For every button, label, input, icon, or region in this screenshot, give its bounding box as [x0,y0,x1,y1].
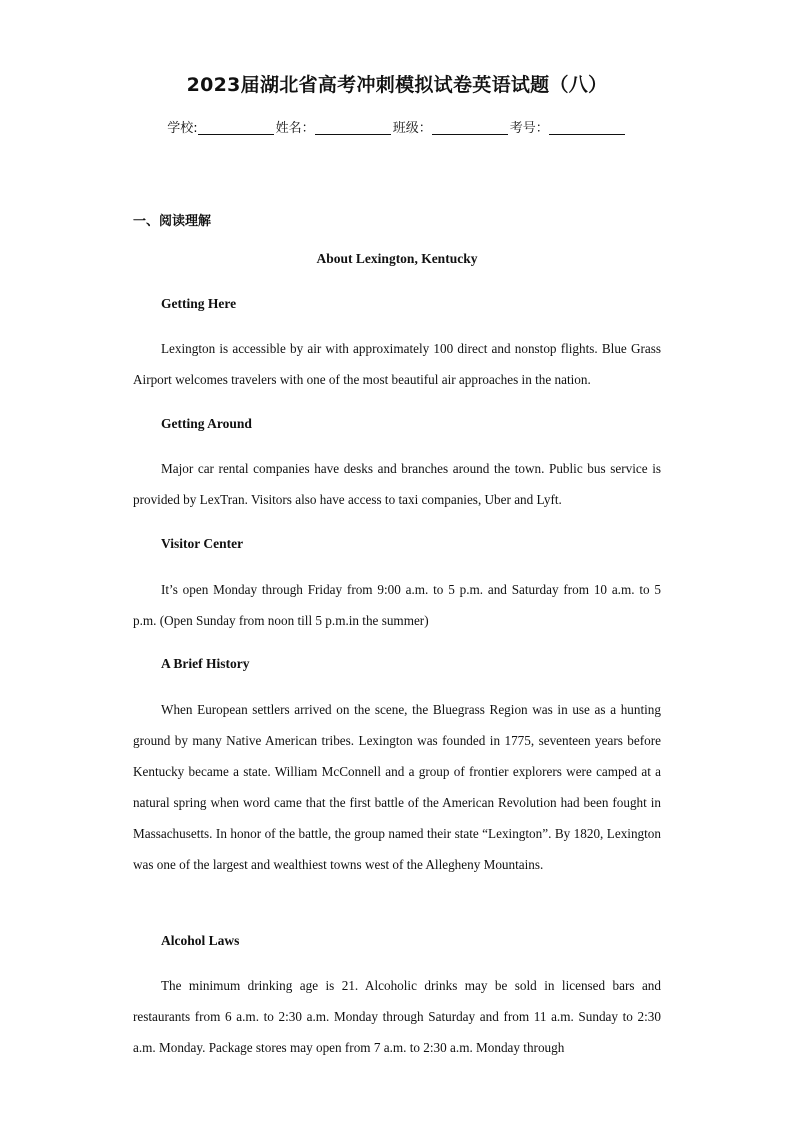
class-blank[interactable] [432,120,508,135]
class-label: 班级： [392,121,432,136]
paragraph-visitor-center: It’s open Monday through Friday from 9:00 a.m. to 5 p.m. and Saturday from 10 a.m. to 5 p.m. (Open Sunday from noon till 5 p.m.in the summer) [133,582,661,628]
paragraph-alcohol-laws: The minimum drinking age is 21. Alcoholic drinks may be sold in licensed bars and restaurants from 6 a.m. to 2:30 a.m. Monday through Saturday and from 11 a.m. Sunday to 2:30 a.m. Monday. Package stores may open from 7 a.m. to 2:30 a.m. Monday through [133,978,661,1055]
paragraph-getting-around: Major car rental companies have desks and branches around the town. Public bus service is provided by LexTran. Visitors also have access to taxi companies, Uber and Lyft. [133,461,661,507]
subheading-brief-history: A Brief History [161,656,250,671]
student-info-line [0,117,794,136]
passage-title: About Lexington, Kentucky [316,251,478,266]
name-blank[interactable] [315,120,391,135]
school-label: 学校: [167,121,198,136]
subheading-visitor-center: Visitor Center [161,536,244,551]
paragraph-getting-here: Lexington is accessible by air with approximately 100 direct and nonstop flights. Blue Grass Airport welcomes travelers with one of the most beautiful air approaches in the nation. [133,341,661,387]
exam-title: 2023届湖北省高考冲刺模拟试卷英语试题（八） [186,74,608,96]
school-blank[interactable] [198,120,274,135]
paragraph-brief-history: When European settlers arrived on the scene, the Bluegrass Region was in use as a hunting ground by many Native American tribes. Lexington was founded in 1775, seventeen years before Kentucky became a state. William McConnell and a group of frontier explorers were camped at a natural spring when word came that the first battle of the American Revolution had been fought in Massachusetts. In honor of the battle, the group named their state “Lexington”. By 1820, Lexington was one of the largest and wealthiest towns west of the Allegheny Mountains. [133,702,661,872]
name-label: 姓名： [275,121,315,136]
exam-number-label: 考号： [509,121,549,136]
section-heading: 一、阅读理解 [133,214,212,229]
subheading-getting-around: Getting Around [161,416,252,431]
exam-number-blank[interactable] [549,120,625,135]
subheading-alcohol-laws: Alcohol Laws [161,933,240,948]
subheading-getting-here: Getting Here [161,296,237,311]
